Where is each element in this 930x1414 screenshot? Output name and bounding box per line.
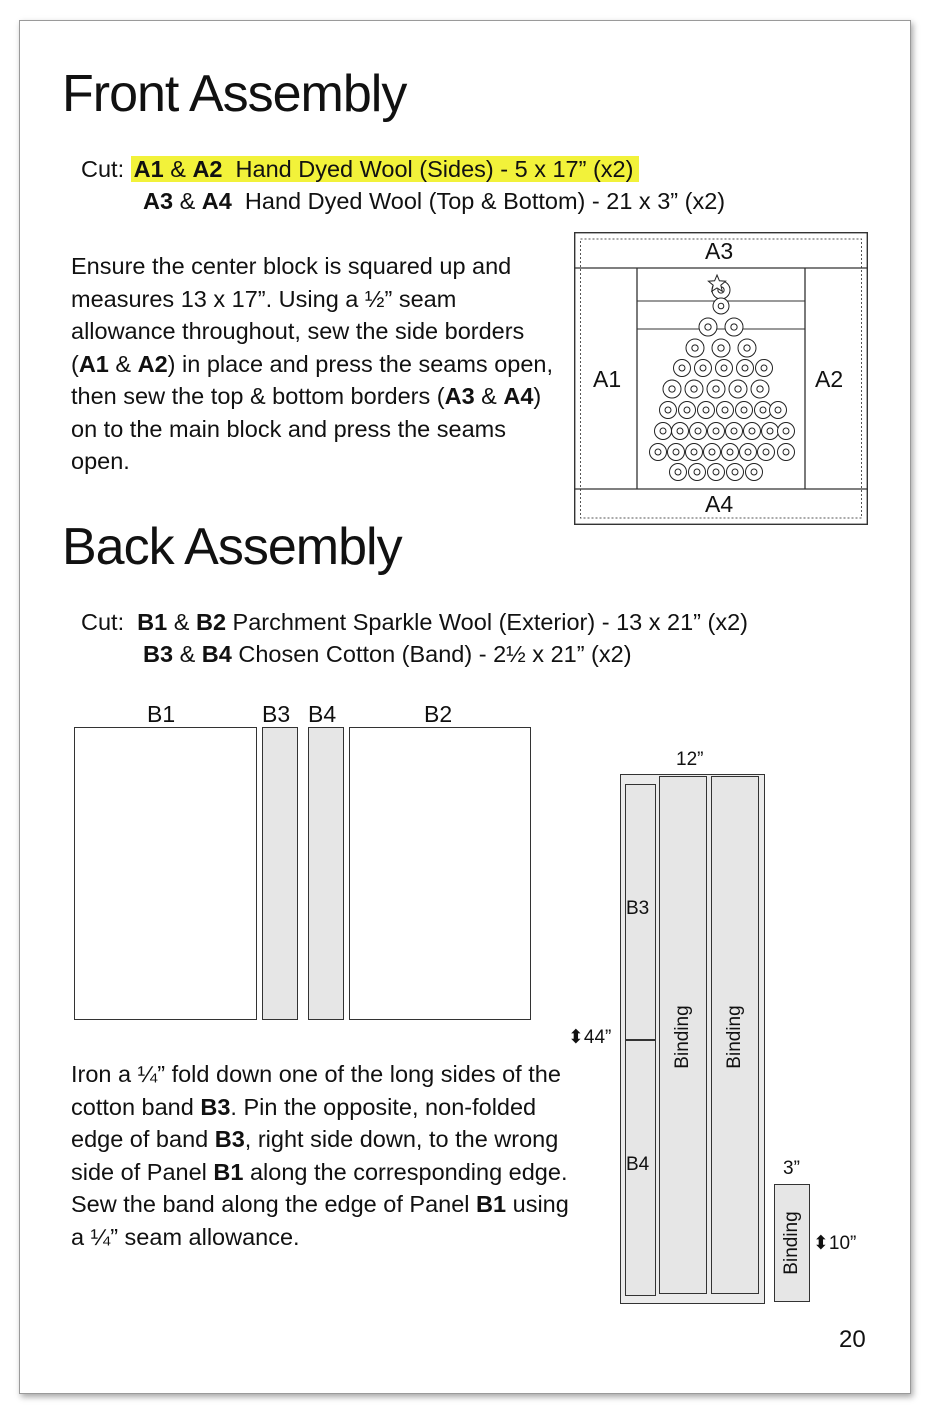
cut-label: Cut: [81,609,125,635]
cutting-layout-diagram [565,746,865,1306]
panel-b1 [74,727,257,1020]
label-a1: A1 [593,366,622,392]
width-label-12: 12” [676,749,704,770]
back-para-text-8: using a ¼” seam allowance. [71,1191,569,1250]
back-cut-line-2: B3 & B4 Chosen Cotton (Band) - 2½ x 21” (x2) [143,641,632,667]
front-para-bold-5: A3 [444,383,475,409]
front-para-text-0: Ensure the center block is squared up and measures 13 x 17”. Using a ½” seam allowance throughout, sew the side borders ( [71,253,525,377]
strip-label-b4: B4 [626,1154,650,1175]
code-a4: A4 [201,188,232,214]
back-para-bold-5: B1 [213,1158,244,1185]
panel-b2 [349,727,531,1020]
cut-description: Parchment Sparkle Wool (Exterior) - 13 x 21” (x2) [232,609,748,635]
front-para-bold-1: A1 [78,350,109,377]
back-para-text-6: along the corresponding edge. Sew the band along the edge of Panel [71,1158,568,1217]
cut-description: Chosen Cotton (Band) - 2½ x 21” (x2) [238,641,632,667]
front-para-text-6: & [474,383,504,409]
front-quilt-diagram [574,232,868,525]
back-para-text-2: . Pin the opposite, non-folded edge of band [71,1093,537,1152]
back-cut-line-1: Cut: B1 & B2 Parchment Sparkle Wool (Exterior) - 13 x 21” (x2) [81,609,748,635]
page [19,20,911,1394]
front-para-bold-3: A2 [137,350,168,377]
strip-label-b3: B3 [626,898,650,919]
width-label-3: 3” [783,1158,800,1179]
cut-label: Cut: [81,156,125,182]
binding-label-1: Binding [672,1005,693,1069]
code-b3: B3 [143,641,174,667]
binding-label-3: Binding [781,1211,802,1275]
code-b4: B4 [201,641,232,667]
highlighted-cut-item: A1 & A2 Hand Dyed Wool (Sides) - 5 x 17” (x2) [131,156,640,182]
back-instructions [71,1058,571,1253]
label-b3: B3 [262,701,291,727]
code-a3: A3 [143,188,174,214]
code-b1: B1 [137,609,168,635]
label-b1: B1 [147,701,176,727]
back-para-bold-7: B1 [476,1191,507,1217]
front-assembly-title: Front Assembly [62,65,407,123]
label-b2: B2 [424,701,453,727]
back-para-text-0: Iron a ¼” fold down one of the long sides of the cotton band [71,1061,561,1120]
code-a2: A2 [192,156,223,182]
back-para-text-4: , right side down, to the wrong side of Panel [71,1126,559,1185]
band-b4 [308,727,344,1020]
front-para-text-4: ) in place and press the seams open, then sew the top & bottom borders ( [71,350,554,409]
code-b2: B2 [195,609,227,635]
binding-label-2: Binding [724,1005,745,1069]
height-label-44: ⬍44” [568,1027,612,1048]
front-para-text-8: ) on to the main block and press the seams open. [71,383,542,474]
code-a1: A1 [133,156,164,182]
label-b4: B4 [308,701,337,727]
front-cut-line-2: A3 & A4 Hand Dyed Wool (Top & Bottom) - 21 x 3” (x2) [143,188,726,214]
front-instructions [71,250,561,478]
band-b3 [262,727,298,1020]
back-para-bold-1: B3 [200,1093,231,1120]
back-assembly-title: Back Assembly [62,518,402,576]
cut-description: Hand Dyed Wool (Top & Bottom) - 21 x 3” (x2) [244,188,726,214]
label-a4: A4 [705,491,734,517]
height-label-10: ⬍10” [813,1233,857,1254]
label-a2: A2 [815,366,844,392]
back-para-bold-3: B3 [214,1126,245,1152]
front-cut-line-1 [81,153,639,185]
front-para-text-2: & [108,350,138,377]
label-a3: A3 [705,238,734,264]
front-para-bold-7: A4 [503,383,534,409]
page-number: 20 [839,1326,866,1353]
cut-description: Hand Dyed Wool (Sides) - 5 x 17” (x2) [235,156,634,182]
